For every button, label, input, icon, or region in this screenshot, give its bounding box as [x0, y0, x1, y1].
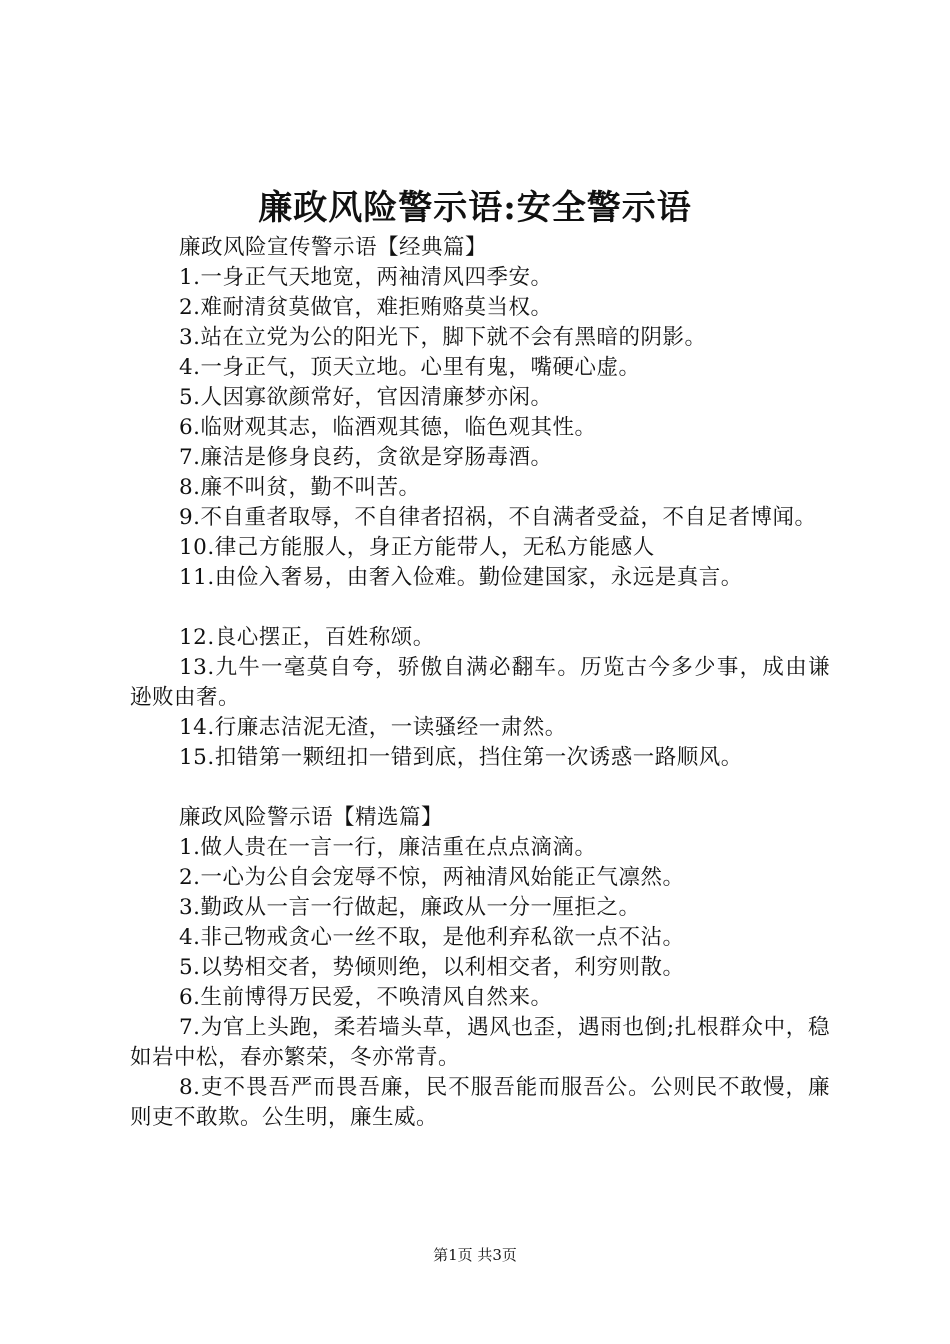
list-item: 4.非己物戒贪心一丝不取，是他利弃私欲一点不沾。	[179, 925, 685, 950]
list-item: 10.律己方能服人，身正方能带人，无私方能感人	[179, 535, 655, 560]
list-item: 15.扣错第一颗纽扣一错到底，挡住第一次诱惑一路顺风。	[179, 745, 743, 770]
list-item: 1.做人贵在一言一行，廉洁重在点点滴滴。	[179, 835, 597, 860]
list-item: 8.吏不畏吾严而畏吾廉，民不服吾能而服吾公。公则民不敢慢，廉则吏不敢欺。公生明，廉生威。	[130, 1075, 830, 1130]
list-item: 7.为官上头跑，柔若墙头草，遇风也歪，遇雨也倒;扎根群众中，稳如岩中松，春亦繁荣，冬亦常青。	[130, 1015, 830, 1070]
list-item: 9.不自重者取辱，不自律者招祸，不自满者受益，不自足者博闻。	[179, 505, 817, 530]
document-body	[130, 233, 830, 1133]
list-item: 5.人因寡欲颜常好，官因清廉梦亦闲。	[179, 385, 553, 410]
list-item: 12.良心摆正，百姓称颂。	[179, 625, 435, 650]
list-item: 2.难耐清贫莫做官，难拒贿赂莫当权。	[179, 295, 553, 320]
page-title: 廉政风险警示语:安全警示语	[258, 188, 692, 228]
list-item: 3.站在立党为公的阳光下，脚下就不会有黑暗的阴影。	[179, 325, 707, 350]
list-item: 8.廉不叫贫，勤不叫苦。	[179, 475, 421, 500]
list-item: 6.生前博得万民爱，不唤清风自然来。	[179, 985, 553, 1010]
section-heading-classic: 廉政风险宣传警示语【经典篇】	[179, 235, 488, 260]
list-item: 1.一身正气天地宽，两袖清风四季安。	[179, 265, 553, 290]
list-item: 13.九牛一毫莫自夸，骄傲自满必翻车。历览古今多少事，成由谦逊败由奢。	[130, 655, 830, 710]
list-item: 6.临财观其志，临酒观其德，临色观其性。	[179, 415, 597, 440]
blank-line	[130, 593, 830, 623]
list-item: 3.勤政从一言一行做起，廉政从一分一厘拒之。	[179, 895, 641, 920]
blank-line	[130, 773, 830, 803]
list-item: 4.一身正气，顶天立地。心里有鬼，嘴硬心虚。	[179, 355, 641, 380]
page-footer: 第1页 共3页	[433, 1246, 517, 1264]
section-heading-selected: 廉政风险警示语【精选篇】	[179, 805, 444, 830]
list-item: 14.行廉志洁泥无渣，一读骚经一肃然。	[179, 715, 567, 740]
list-item: 2.一心为公自会宠辱不惊，两袖清风始能正气凛然。	[179, 865, 685, 890]
list-item: 11.由俭入奢易，由奢入俭难。勤俭建国家，永远是真言。	[179, 565, 743, 590]
list-item: 5.以势相交者，势倾则绝，以利相交者，利穷则散。	[179, 955, 685, 980]
list-item: 7.廉洁是修身良药，贪欲是穿肠毒酒。	[179, 445, 553, 470]
